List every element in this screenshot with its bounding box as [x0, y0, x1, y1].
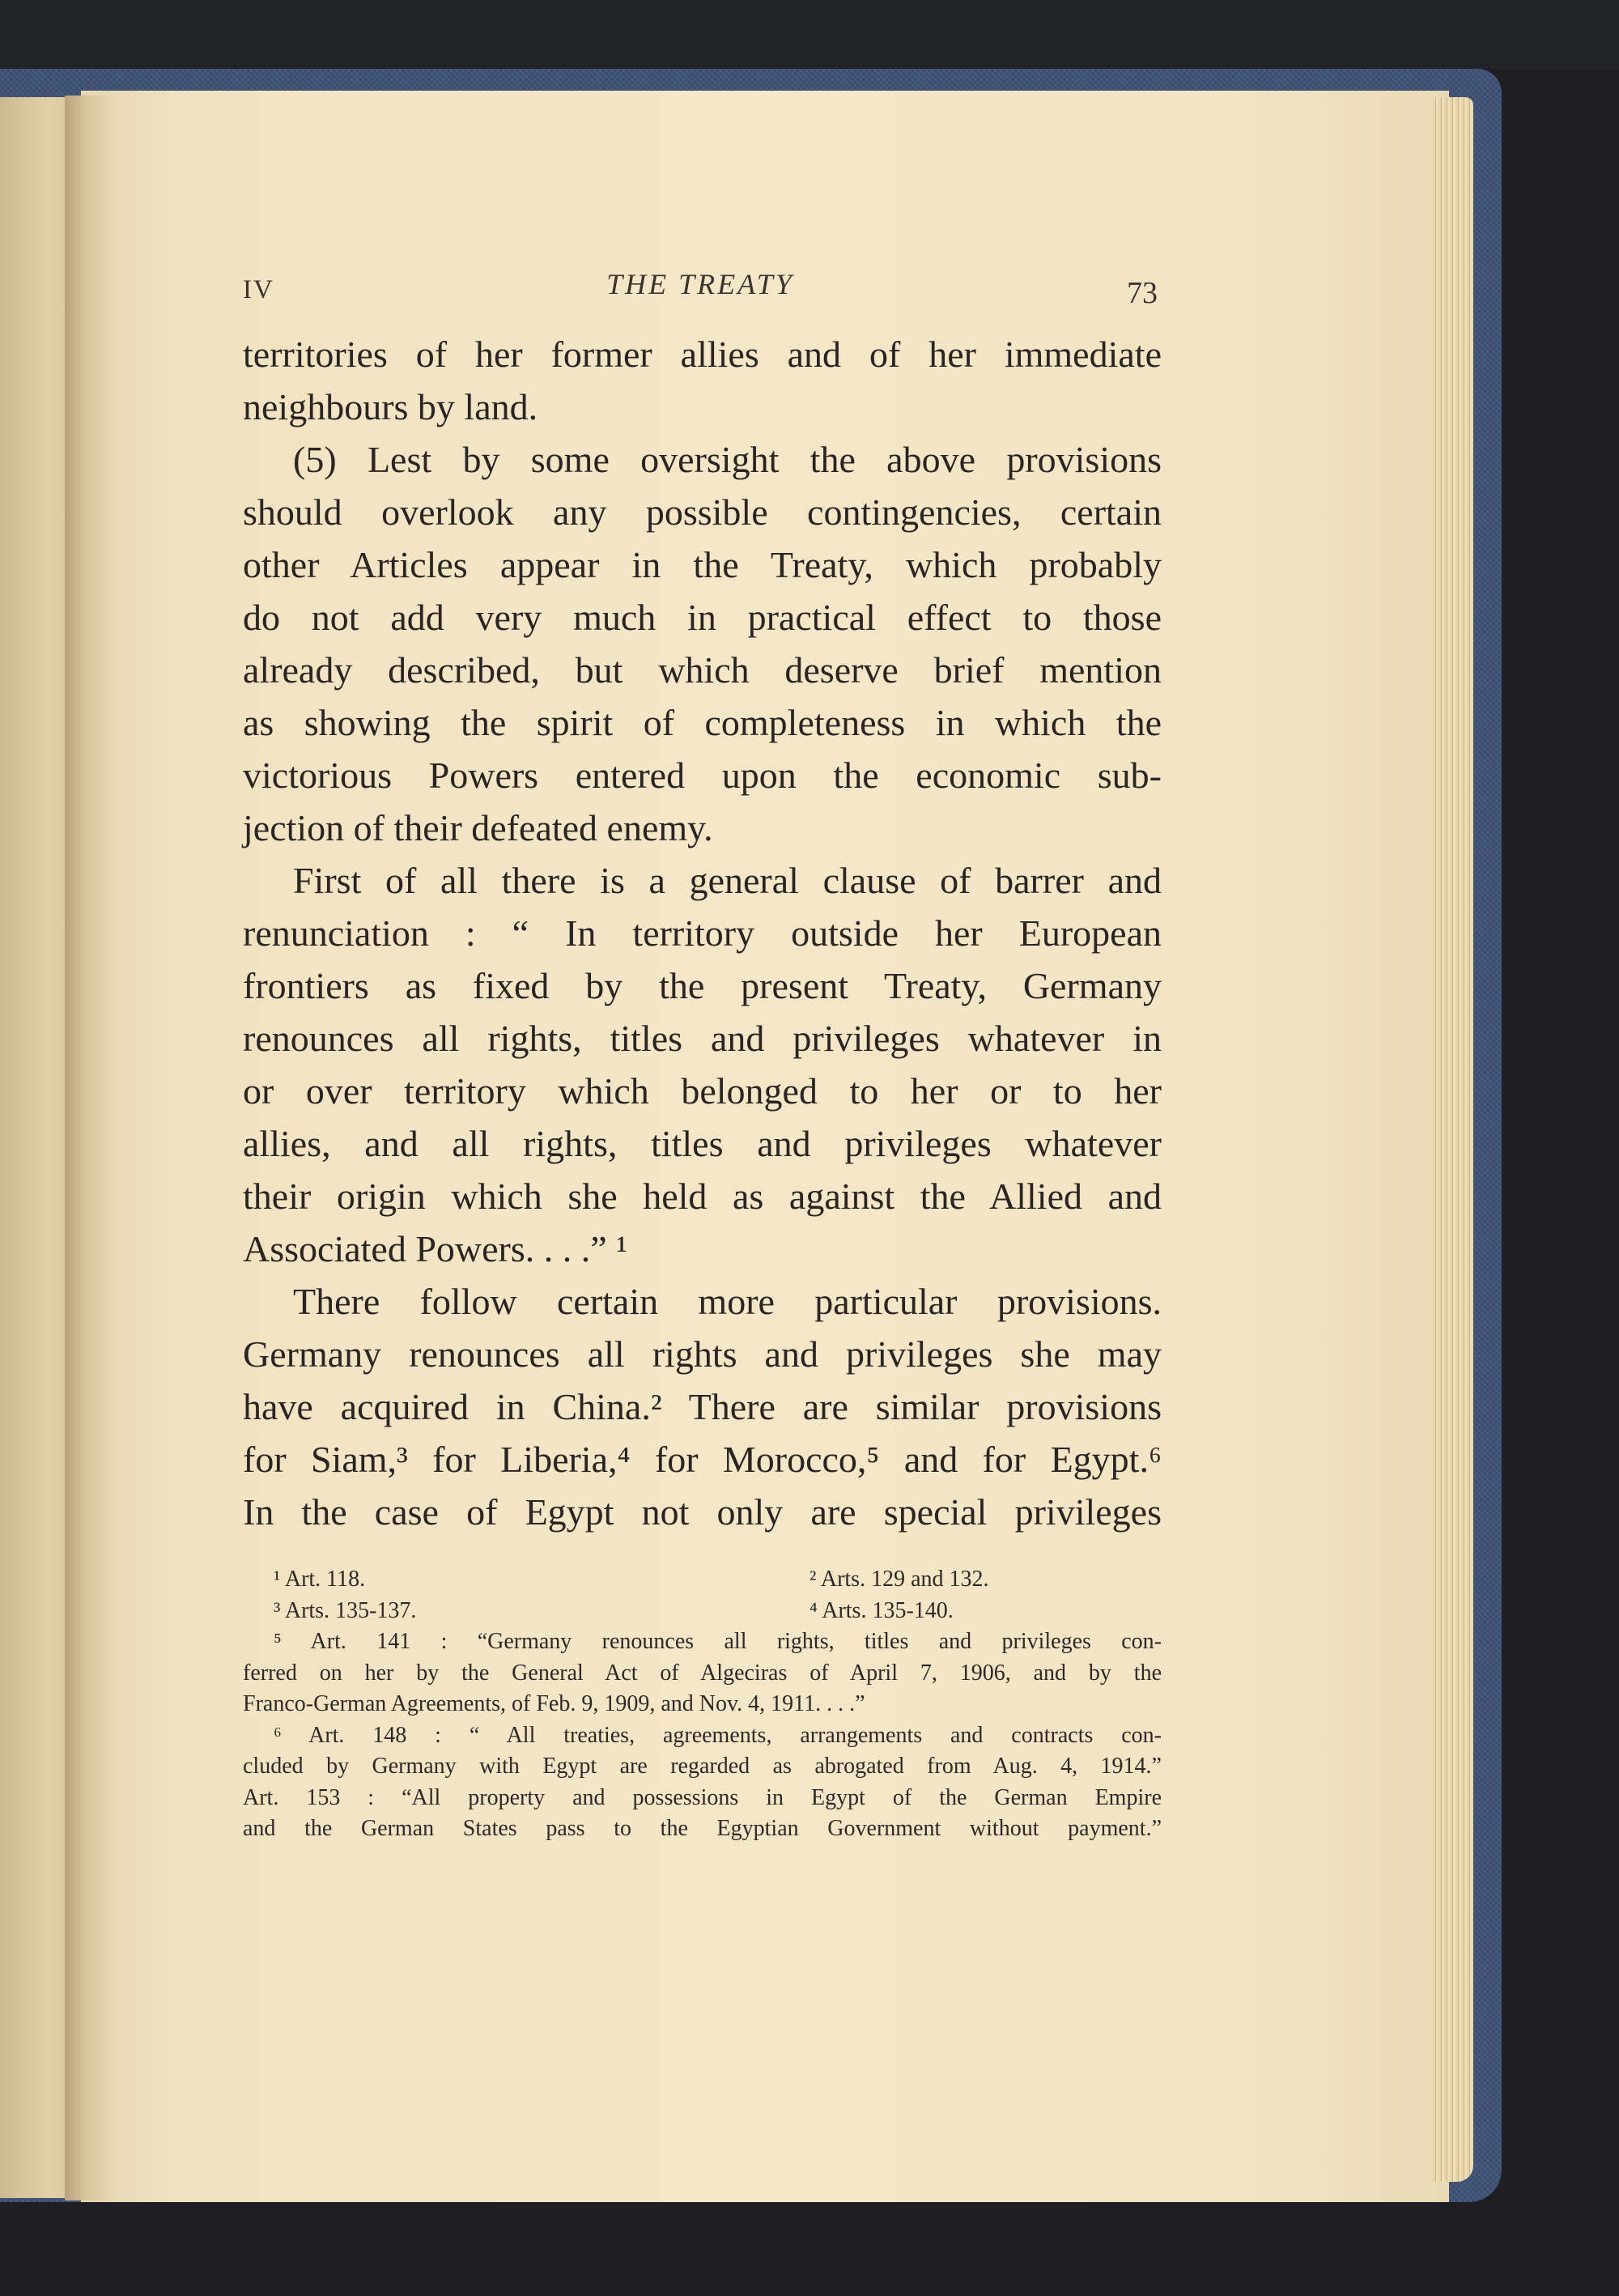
text-line: other Articles appear in the Treaty, which probably	[243, 544, 1162, 585]
text-line: do not add very much in practical effect to those	[243, 597, 1162, 638]
text-line: their origin which she held as against the Allied and	[243, 1176, 1162, 1217]
text-line: In the case of Egypt not only are special privileges	[243, 1491, 1162, 1533]
scan-background-top	[0, 0, 1619, 69]
footnote-row	[243, 1596, 1162, 1627]
text-line: have acquired in China.² There are similar provisions	[243, 1386, 1162, 1427]
text-line: neighbours by land.	[243, 386, 538, 427]
footnote-5-line: ⁵ Art. 141 : “Germany renounces all rights, titles and privileges con-	[274, 1629, 1162, 1654]
text-line: as showing the spirit of completeness in which the	[243, 702, 1162, 743]
text-line: allies, and all rights, titles and privileges whatever	[243, 1123, 1162, 1164]
text-line: jection of their defeated enemy.	[243, 807, 713, 848]
text-line: for Siam,³ for Liberia,⁴ for Morocco,⁵ and for Egypt.⁶	[243, 1439, 1162, 1480]
text-line: or over territory which belonged to her or to her	[243, 1070, 1162, 1112]
text-line: First of all there is a general clause of barrer and	[293, 860, 1162, 901]
scan-background-bottom	[0, 2202, 1619, 2296]
footnote-6-line: and the German States pass to the Egyptian Government without payment.”	[243, 1816, 1162, 1841]
footnote-1: ¹ Art. 118.	[274, 1567, 366, 1592]
text-line: renunciation : “ In territory outside her European	[243, 912, 1162, 954]
running-title: THE TREATY	[606, 268, 794, 300]
page-edges	[1433, 97, 1473, 2182]
text-line: renounces all rights, titles and privileges whatever in	[243, 1018, 1162, 1059]
footnote-row	[243, 1564, 1162, 1596]
text-line: should overlook any possible contingencies, certain	[243, 491, 1162, 533]
body-text	[243, 328, 1162, 1538]
text-line: victorious Powers entered upon the economic sub-	[243, 755, 1162, 796]
footnote-6-line: cluded by Germany with Egypt are regarded as abrogated from Aug. 4, 1914.”	[243, 1754, 1162, 1779]
text-line: There follow certain more particular provisions.	[293, 1281, 1162, 1322]
text-line: already described, but which deserve brief mention	[243, 649, 1162, 691]
footnote-2: ² Arts. 129 and 132.	[810, 1567, 989, 1592]
chapter-number: IV	[243, 275, 274, 304]
page-gutter	[65, 96, 113, 2200]
text-line: Germany renounces all rights and privileges she may	[243, 1333, 1162, 1375]
running-head	[243, 267, 1158, 316]
text-line: territories of her former allies and of her immediate	[243, 334, 1162, 375]
footnote-6-line: ⁶ Art. 148 : “ All treaties, agreements, arrangements and contracts con-	[274, 1722, 1162, 1748]
footnote-5-line: ferred on her by the General Act of Algeciras of April 7, 1906, and by the	[243, 1660, 1162, 1686]
footnote-3: ³ Arts. 135-137.	[274, 1597, 417, 1623]
text-line: Associated Powers. . . .” ¹	[243, 1228, 627, 1269]
text-line: frontiers as fixed by the present Treaty, Germany	[243, 965, 1162, 1006]
footnote-5-line: Franco-German Agreements, of Feb. 9, 1909, and Nov. 4, 1911. . . .”	[243, 1691, 865, 1716]
footnote-4: ⁴ Arts. 135-140.	[810, 1597, 954, 1623]
footnote-6-line: Art. 153 : “All property and possessions in Egypt of the German Empire	[243, 1784, 1162, 1810]
footnotes	[243, 1564, 1162, 1845]
page-number: 73	[1127, 276, 1158, 310]
text-line: (5) Lest by some oversight the above provisions	[293, 439, 1162, 480]
